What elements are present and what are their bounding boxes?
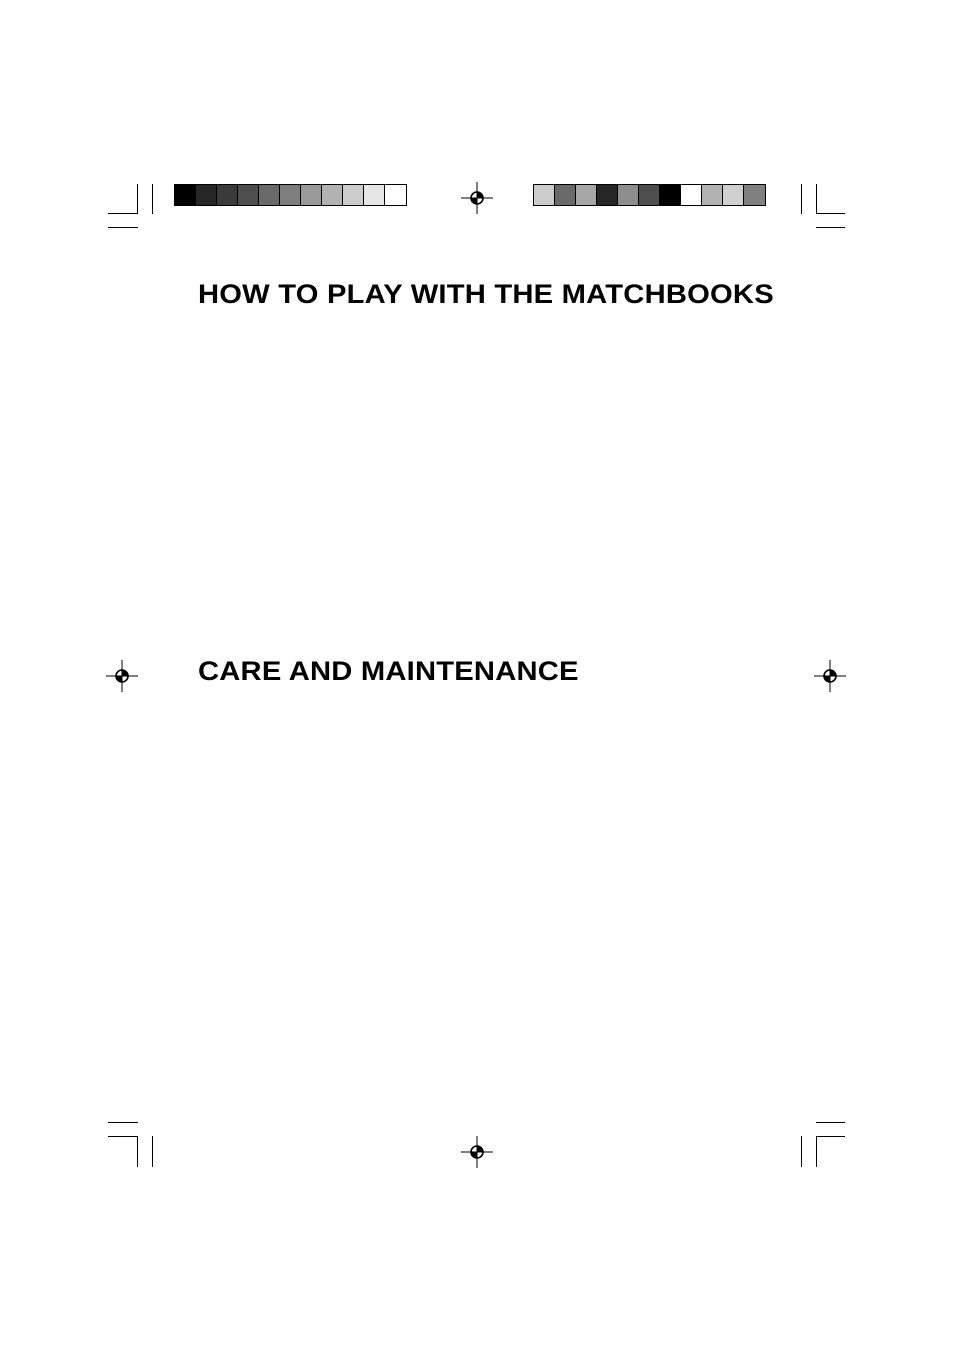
color-swatch xyxy=(364,185,385,205)
color-bar-left xyxy=(174,184,407,206)
color-swatch xyxy=(744,185,765,205)
crop-mark-top-right-vertical-outer xyxy=(801,184,802,214)
color-swatch xyxy=(660,185,681,205)
color-swatch xyxy=(639,185,660,205)
color-swatch xyxy=(597,185,618,205)
crop-mark-bottom-left-vertical xyxy=(137,1136,138,1167)
color-swatch xyxy=(322,185,343,205)
color-swatch xyxy=(555,185,576,205)
crop-mark-top-left-vertical xyxy=(137,184,138,214)
color-swatch xyxy=(576,185,597,205)
color-swatch xyxy=(702,185,723,205)
registration-crosshair-icon xyxy=(461,182,493,214)
color-swatch xyxy=(723,185,744,205)
crop-mark-bottom-left-horizontal-outer xyxy=(108,1122,138,1123)
crop-mark-top-left-horizontal-outer xyxy=(108,227,138,228)
color-swatch xyxy=(238,185,259,205)
color-swatch xyxy=(217,185,238,205)
color-swatch xyxy=(259,185,280,205)
registration-crosshair-icon xyxy=(106,660,138,692)
crop-mark-bottom-left-vertical-outer xyxy=(152,1136,153,1167)
color-bar-right xyxy=(533,184,766,206)
crop-mark-bottom-left-horizontal xyxy=(108,1136,138,1137)
crop-mark-bottom-right-vertical xyxy=(816,1136,817,1167)
crop-mark-top-right-horizontal-outer xyxy=(816,227,845,228)
color-swatch xyxy=(175,185,196,205)
crop-mark-top-right-horizontal xyxy=(816,213,845,214)
color-swatch xyxy=(681,185,702,205)
heading-care-and-maintenance: CARE AND MAINTENANCE xyxy=(198,656,579,686)
crop-mark-top-right-vertical xyxy=(816,184,817,214)
registration-crosshair-icon xyxy=(814,660,846,692)
color-swatch xyxy=(343,185,364,205)
crop-mark-bottom-right-horizontal xyxy=(816,1136,845,1137)
registration-crosshair-icon xyxy=(461,1136,493,1168)
crop-mark-bottom-right-horizontal-outer xyxy=(816,1122,845,1123)
crop-mark-top-left-horizontal xyxy=(108,213,138,214)
color-swatch xyxy=(280,185,301,205)
crop-mark-bottom-right-vertical-outer xyxy=(801,1136,802,1167)
color-swatch xyxy=(534,185,555,205)
heading-how-to-play: HOW TO PLAY WITH THE MATCHBOOKS xyxy=(198,279,774,309)
color-swatch xyxy=(385,185,406,205)
crop-mark-top-left-vertical-outer xyxy=(152,184,153,214)
color-swatch xyxy=(301,185,322,205)
color-swatch xyxy=(618,185,639,205)
color-swatch xyxy=(196,185,217,205)
